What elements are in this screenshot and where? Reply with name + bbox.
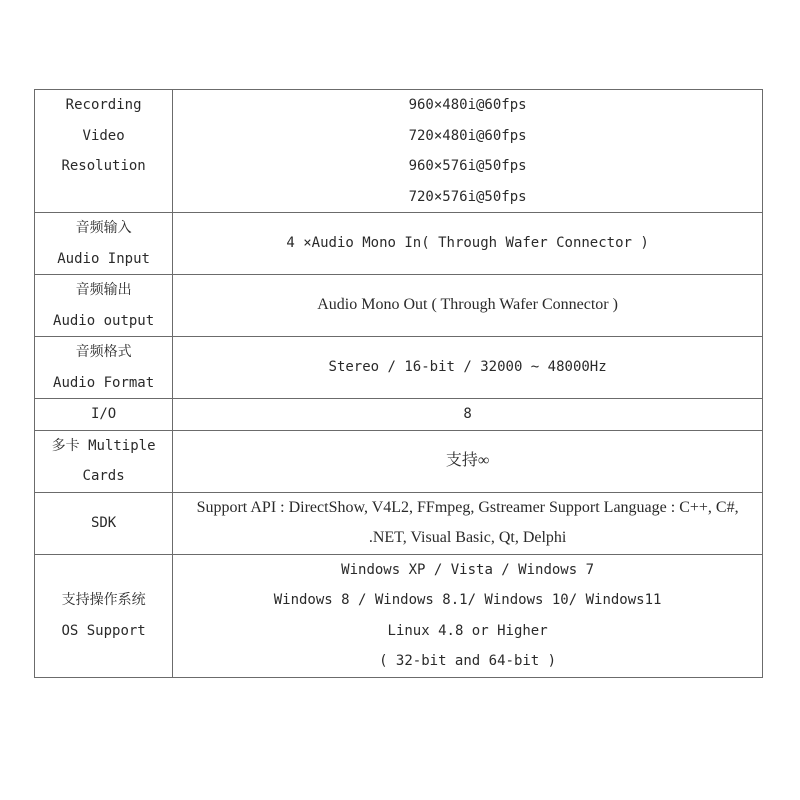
spec-label-line: I/O: [90, 406, 117, 422]
spec-value-cell: [173, 90, 763, 213]
spec-row-os-support: [35, 554, 763, 677]
spec-value-line: 960×480i@60fps: [408, 97, 527, 113]
spec-label-line: Resolution: [61, 158, 146, 174]
spec-value-line: Windows XP / Vista / Windows 7: [341, 561, 595, 578]
spec-label-line: OS Support: [61, 622, 146, 639]
spec-row-audio-output: [35, 275, 763, 337]
spec-row-io: [35, 399, 763, 431]
spec-label-cell: [35, 399, 173, 431]
spec-value-cell: [173, 492, 763, 554]
spec-label-line: Video: [82, 127, 125, 144]
spec-value-line: 960×576i@50fps: [408, 158, 527, 174]
spec-row-audio-input: [35, 213, 763, 275]
spec-row-audio-format: [35, 337, 763, 399]
spec-value-line: Stereo / 16-bit / 32000 ~ 48000Hz: [328, 359, 607, 376]
spec-value-line: ( 32-bit and 64-bit ): [379, 653, 557, 669]
spec-label-line: SDK: [90, 514, 117, 531]
spec-value-line: 720×576i@50fps: [408, 188, 527, 205]
spec-value-line: Linux 4.8 or Higher: [387, 622, 548, 639]
spec-value-cell: [173, 554, 763, 677]
spec-label-line: 音频格式: [75, 344, 132, 360]
spec-value-cell: [173, 275, 763, 337]
spec-label-cell: [35, 90, 173, 213]
spec-value-line: Windows 8 / Windows 8.1/ Windows 10/ Windows11: [273, 592, 662, 608]
spec-label-cell: [35, 492, 173, 554]
spec-label-cell: [35, 275, 173, 337]
spec-label-line: Audio Format: [53, 374, 155, 391]
spec-label-line: Cards: [82, 468, 125, 484]
spec-label-line: Audio output: [53, 312, 155, 329]
spec-value-line: 支持∞: [445, 451, 490, 469]
spec-value-line: 8: [463, 406, 472, 422]
spec-value-line: Audio Mono Out ( Through Wafer Connector ): [317, 296, 618, 314]
spec-label-line: Audio Input: [57, 250, 150, 267]
spec-label-cell: [35, 213, 173, 275]
spec-row-recording-resolution: [35, 90, 763, 213]
spec-label-line: 音频输出: [75, 282, 132, 298]
spec-row-multiple-cards: [35, 430, 763, 492]
spec-row-sdk: [35, 492, 763, 554]
spec-label-line: 支持操作系统: [61, 592, 146, 608]
spec-value-cell: [173, 399, 763, 431]
spec-label-line: 音频输入: [75, 220, 132, 236]
spec-table: [34, 89, 763, 678]
spec-label-cell: [35, 430, 173, 492]
spec-value-cell: [173, 337, 763, 399]
spec-label-cell: [35, 554, 173, 677]
spec-label-line: Recording: [65, 97, 142, 113]
spec-label-line: 多卡 Multiple: [51, 437, 156, 454]
spec-value-line: Support API : DirectShow, V4L2, FFmpeg, Gstreamer Support Language : C++, C#, .NET, Visual Basic, Qt, Delphi: [196, 498, 739, 546]
spec-value-line: 4 ×Audio Mono In( Through Wafer Connector ): [286, 235, 649, 252]
spec-value-cell: [173, 430, 763, 492]
spec-value-line: 720×480i@60fps: [408, 127, 527, 144]
spec-value-cell: [173, 213, 763, 275]
spec-label-cell: [35, 337, 173, 399]
